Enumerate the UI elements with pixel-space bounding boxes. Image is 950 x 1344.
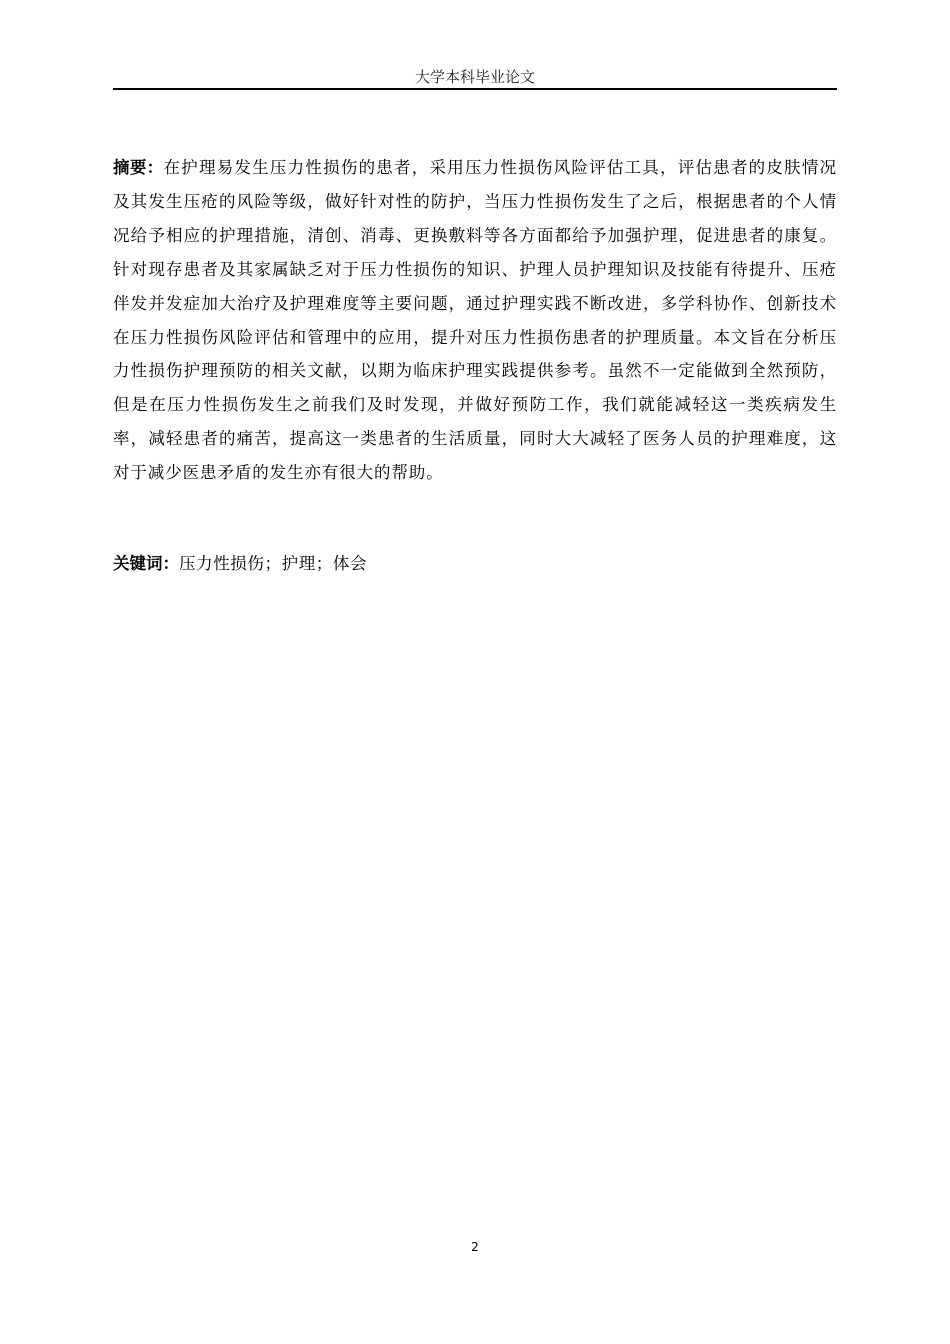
running-header: 大学本科毕业论文 <box>414 68 535 86</box>
page-number: 2 <box>471 1240 479 1254</box>
abstract-label: 摘要 <box>113 158 147 177</box>
keywords-line <box>113 549 837 579</box>
keywords-label-separator: ： <box>162 554 179 573</box>
abstract-paragraph <box>113 151 837 490</box>
keywords-label: 关键词 <box>113 554 163 573</box>
header-rule <box>113 88 837 90</box>
keywords-text: 压力性损伤；护理；体会 <box>179 554 368 573</box>
abstract-label-separator: ： <box>146 158 164 177</box>
abstract-text: 在护理易发生压力性损伤的患者，采用压力性损伤风险评估工具，评估患者的皮肤情况及其发生压疮的风险等级，做好针对性的防护，当压力性损伤发生了之后，根据患者的个人情况给予相应的护理措施，清创、消毒、更换敷料等各方面都给予加强护理，促进患者的康复。针对现存患者及其家属缺乏对于压力性损伤的知识、护理人员护理知识及技能有待提升、压疮伴发并发症加大治疗及护理难度等主要问题，通过护理实践不断改进，多学科协作、创新技术在压力性损伤风险评估和管理中的应用，提升对压力性损伤患者的护理质量。本文旨在分析压力性损伤护理预防的相关文献，以期为临床护理实践提供参考。虽然不一定能做到全然预防，但是在压力性损伤发生之前我们及时发现，并做好预防工作，我们就能减轻这一类疾病发生率，减轻患者的痛苦，提高这一类患者的生活质量，同时大大减轻了医务人员的护理难度，这对于减少医患矛盾的发生亦有很大的帮助。 <box>113 158 838 483</box>
